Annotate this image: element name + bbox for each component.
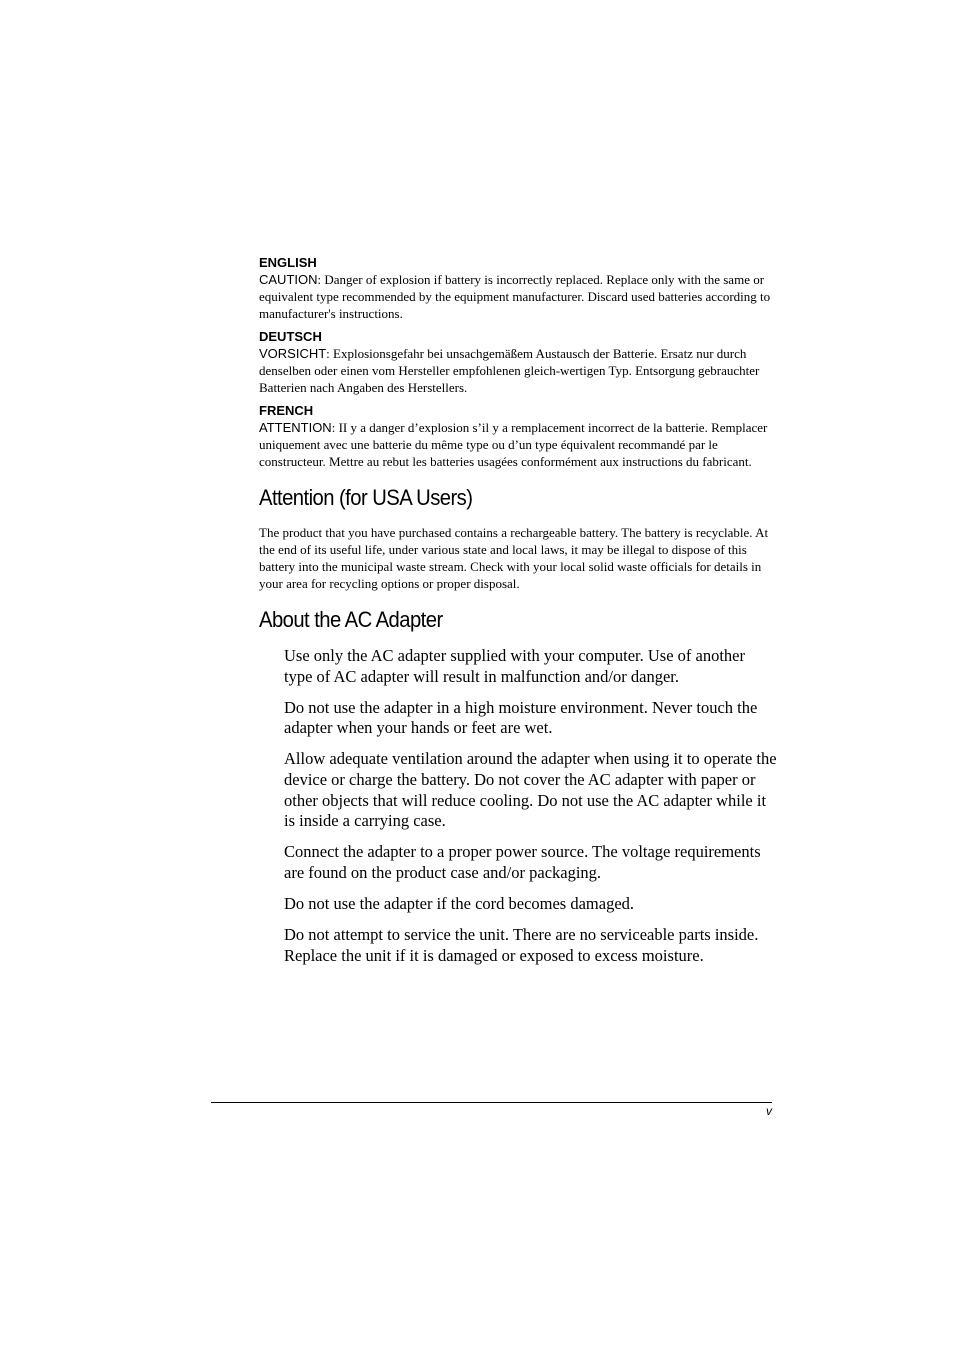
adapter-guideline-item: Do not use the adapter if the cord becomes damaged. <box>284 893 635 913</box>
warning-text-english <box>259 271 777 322</box>
footer-divider <box>211 1102 772 1103</box>
adapter-guideline-item: Use only the AC adapter supplied with your computer. Use of another type of AC adapter will result in malfunction and/or danger. <box>284 646 745 686</box>
adapter-guideline-item: Connect the adapter to a proper power source. The voltage requirements are found on the product case and/or packaging. <box>284 842 761 882</box>
page-content <box>259 255 777 977</box>
usa-section-heading: Attention (for USA Users) <box>259 485 473 510</box>
language-heading-french: FRENCH <box>259 403 314 418</box>
battery-warning-deutsch <box>259 329 777 396</box>
warning-label-deutsch: VORSICHT <box>259 346 327 361</box>
warning-text-french <box>259 419 777 470</box>
language-heading-english: ENGLISH <box>259 255 317 270</box>
battery-warning-french <box>259 403 777 470</box>
warning-text-deutsch <box>259 345 777 396</box>
adapter-guideline-item: Allow adequate ventilation around the adapter when using it to operate the device or charge the battery. Do not cover the AC adapter with paper or other objects that will reduce cooling. Do not use the AC adapter while it is inside a carrying case. <box>284 749 777 831</box>
warning-body-deutsch: : Explosionsgefahr bei unsachgemäßem Austausch der Batterie. Ersatz nur durch denselben oder einen vom Hersteller empfohlenen gleich-wertigen Typ. Entsorgung gebrauchter Batterien nach Angaben des Herstellers. <box>259 346 760 395</box>
warning-body-english: : Danger of explosion if battery is incorrectly replaced. Replace only with the same or equivalent type recommended by the equipment manufacturer. Discard used batteries according to manufacturer's instructions. <box>259 272 771 321</box>
battery-warning-english <box>259 255 777 322</box>
adapter-guideline-item: Do not use the adapter in a high moisture environment. Never touch the adapter when your hands or feet are wet. <box>284 697 758 738</box>
warning-label-english: CAUTION <box>259 272 318 287</box>
language-heading-deutsch: DEUTSCH <box>259 329 322 344</box>
usa-section-body: The product that you have purchased contains a rechargeable battery. The battery is recyclable. At the end of its useful life, under various state and local laws, it may be illegal to dispose of this battery into the municipal waste stream. Check with your local solid waste officials for details in your area for recycling options or proper disposal. <box>259 525 769 591</box>
page-number: v <box>766 1104 772 1118</box>
warning-label-french: ATTENTION <box>259 420 332 435</box>
adapter-section-heading: About the AC Adapter <box>259 607 443 632</box>
warning-body-french: : II y a danger d’explosion s’il y a remplacement incorrect de la batterie. Remplacer uniquement avec une batterie du même type ou d’un type équivalent recommandé par le constructeur. Mettre au rebut les batteries usagées conformément aux instructions du fabricant. <box>259 420 768 469</box>
adapter-guidelines-list <box>259 646 777 966</box>
adapter-guideline-item: Do not attempt to service the unit. There are no serviceable parts inside. Replace the unit if it is damaged or exposed to excess moisture. <box>284 925 759 965</box>
